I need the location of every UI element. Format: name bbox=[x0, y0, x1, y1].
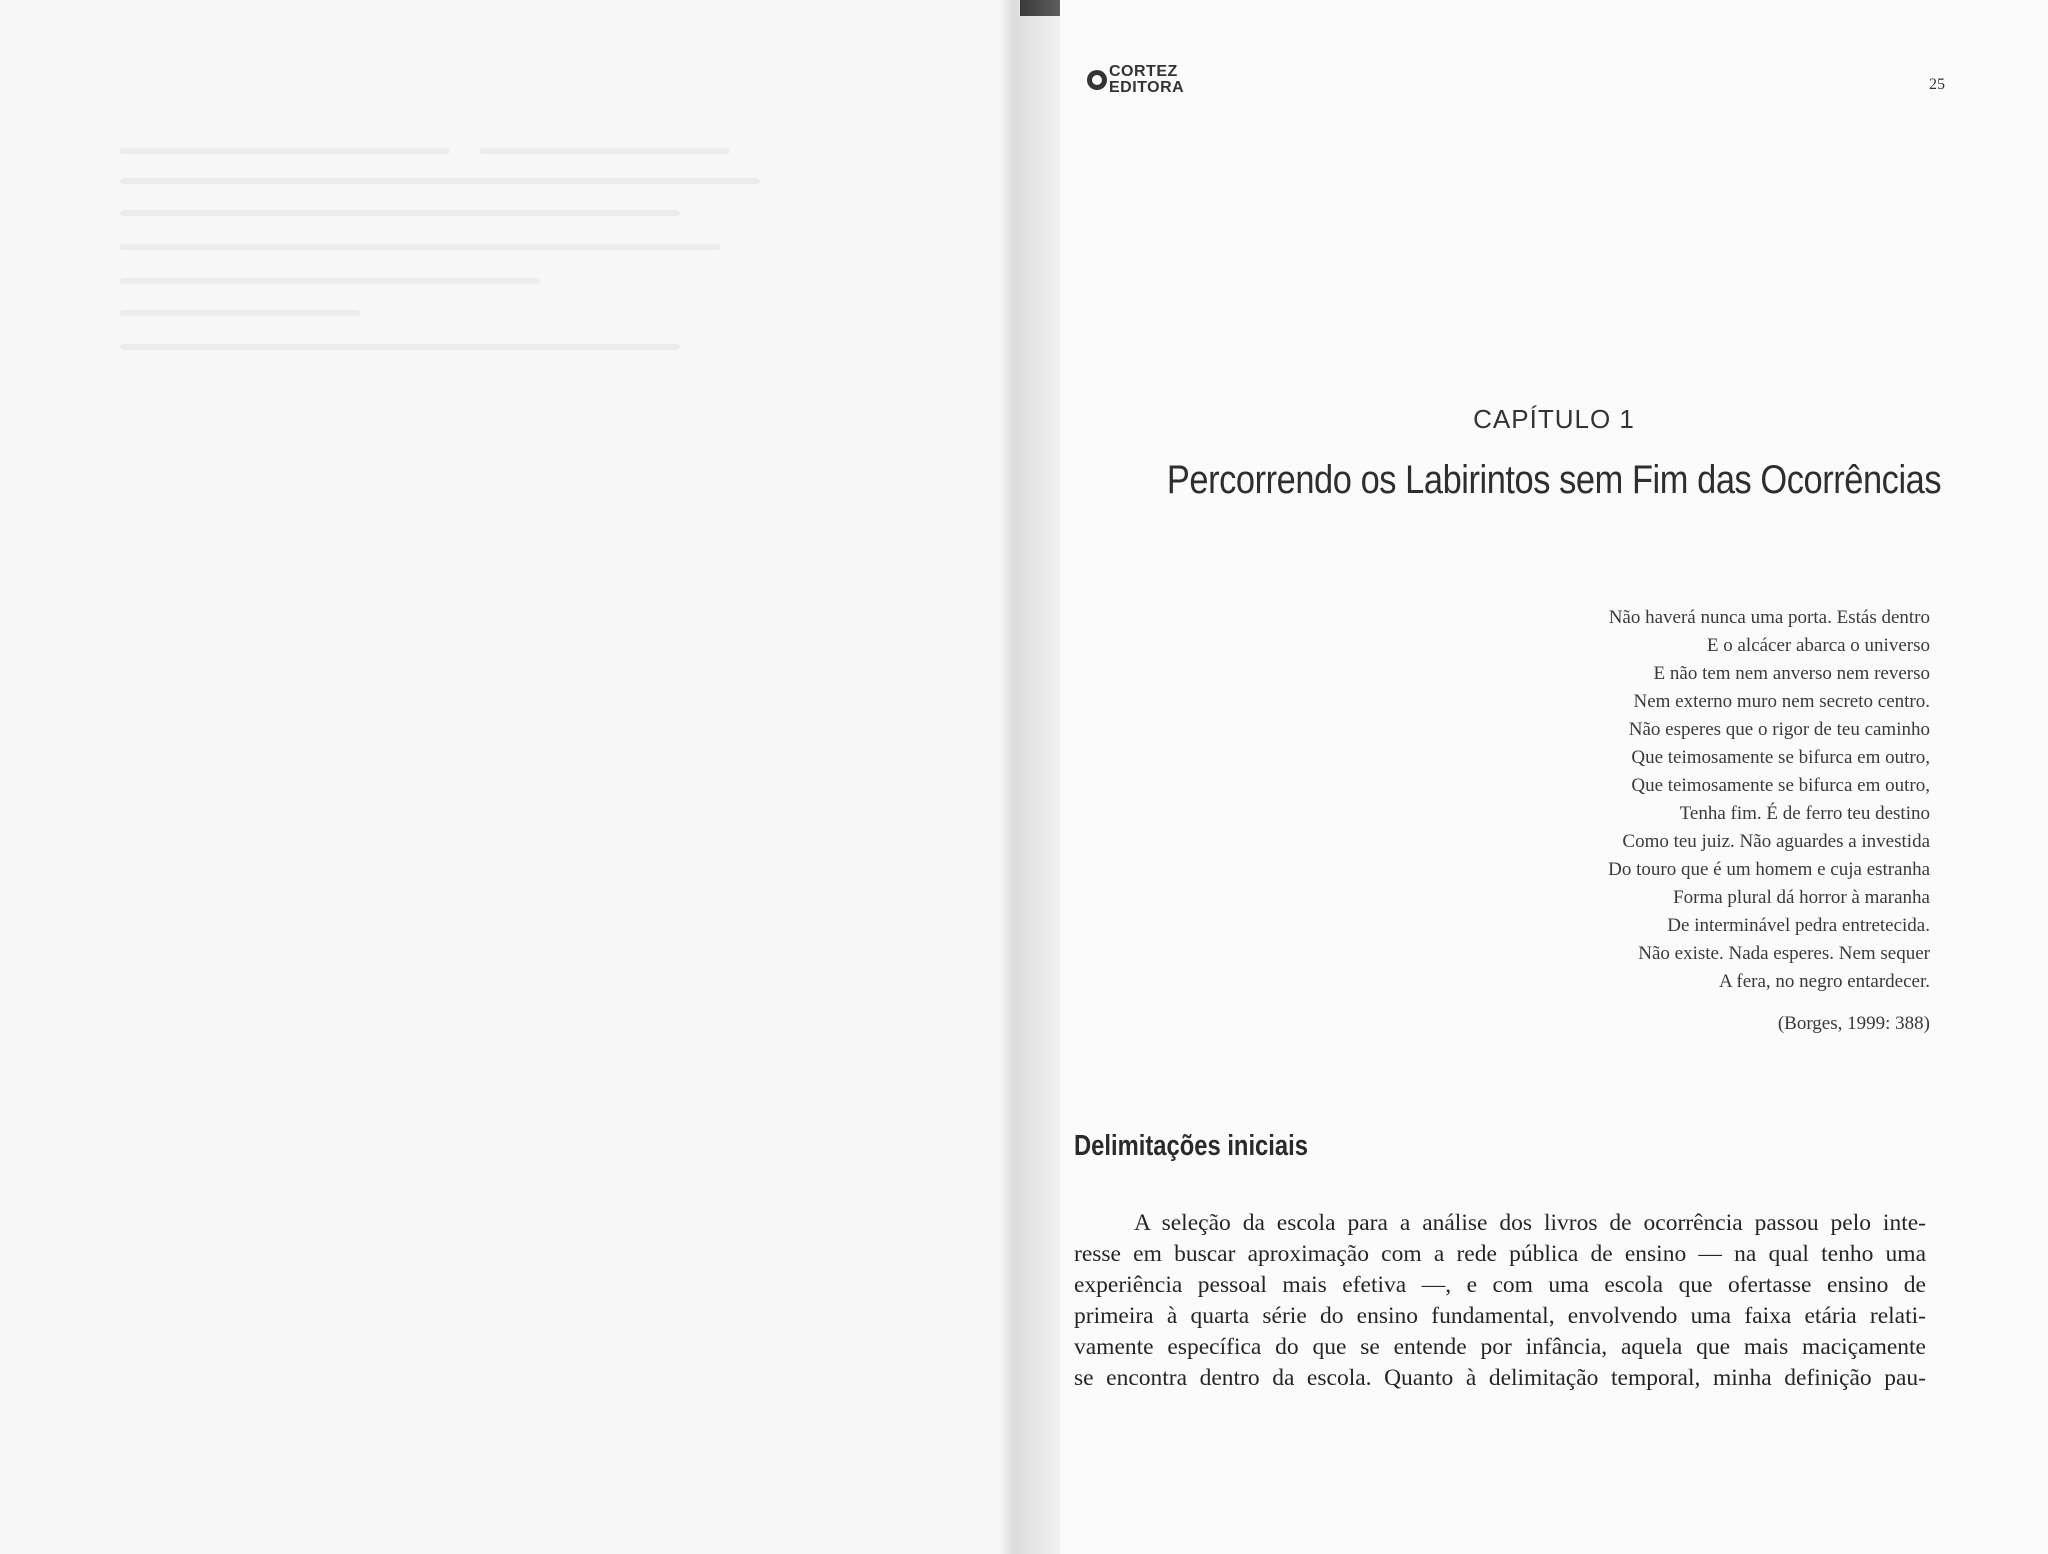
chapter-label: CAPÍTULO 1 bbox=[1473, 404, 1635, 434]
body-line: experiência pessoal mais efetiva —, e com uma escola que ofertasse ensino de bbox=[1074, 1272, 1926, 1298]
epigraph-line: De interminável pedra entretecida. bbox=[1667, 915, 1930, 936]
epigraph-line: E não tem nem anverso nem reverso bbox=[1653, 663, 1930, 684]
body-paragraph bbox=[1074, 1208, 1926, 1394]
publisher-logo-line1: CORTEZ bbox=[1109, 63, 1178, 80]
epigraph-line: E o alcácer abarca o universo bbox=[1706, 635, 1930, 656]
chapter-title: Percorrendo os Labirintos sem Fim das Ocorrências bbox=[1166, 458, 1942, 502]
show-through-text bbox=[120, 178, 760, 184]
epigraph-line: A fera, no negro entardecer. bbox=[1718, 971, 1930, 992]
epigraph-line: Que teimosamente se bifurca em outro, bbox=[1631, 775, 1930, 796]
publisher-logo-line2: EDITORA bbox=[1109, 79, 1185, 96]
show-through-text bbox=[480, 148, 730, 154]
show-through-text bbox=[120, 278, 540, 284]
show-through-text bbox=[120, 310, 360, 316]
epigraph-citation: (Borges, 1999: 388) bbox=[1777, 1013, 1930, 1034]
epigraph-line: Não esperes que o rigor de teu caminho bbox=[1628, 719, 1930, 740]
epigraph-line: Tenha fim. É de ferro teu destino bbox=[1679, 803, 1930, 824]
body-line: resse em buscar aproximação com a rede pública de ensino — na qual tenho uma bbox=[1074, 1241, 1926, 1267]
epigraph-line: Do touro que é um homem e cuja estranha bbox=[1608, 859, 1930, 880]
left-page bbox=[0, 0, 1010, 1554]
epigraph-line: Que teimosamente se bifurca em outro, bbox=[1631, 747, 1930, 768]
body-line: vamente específica do que se entende por infância, aquela que mais maciçamente bbox=[1074, 1334, 1926, 1360]
section-heading: Delimitações iniciais bbox=[1074, 1130, 1308, 1162]
epigraph-line: Não haverá nunca uma porta. Estás dentro bbox=[1608, 607, 1930, 628]
show-through-text bbox=[120, 344, 680, 350]
body-line: primeira à quarta série do ensino fundamental, envolvendo uma faixa etária relati- bbox=[1074, 1303, 1926, 1329]
show-through-text bbox=[120, 148, 450, 154]
epigraph-line: Forma plural dá horror à maranha bbox=[1673, 887, 1930, 908]
show-through-text bbox=[120, 244, 720, 250]
body-line: A seleção da escola para a análise dos livros de ocorrência passou pelo inte- bbox=[1134, 1210, 1926, 1236]
epigraph-line: Nem externo muro nem secreto centro. bbox=[1633, 691, 1930, 712]
publisher-logo bbox=[1087, 62, 1207, 98]
epigraph bbox=[1400, 604, 1930, 996]
publisher-logo-icon bbox=[1087, 70, 1107, 90]
epigraph-line: Como teu juiz. Não aguardes a investida bbox=[1622, 831, 1930, 852]
show-through-text bbox=[120, 210, 680, 216]
epigraph-line: Não existe. Nada esperes. Nem sequer bbox=[1638, 943, 1930, 964]
page-number: 25 bbox=[1929, 76, 1945, 93]
body-line: se encontra dentro da escola. Quanto à delimitação temporal, minha definição pau- bbox=[1074, 1365, 1926, 1391]
